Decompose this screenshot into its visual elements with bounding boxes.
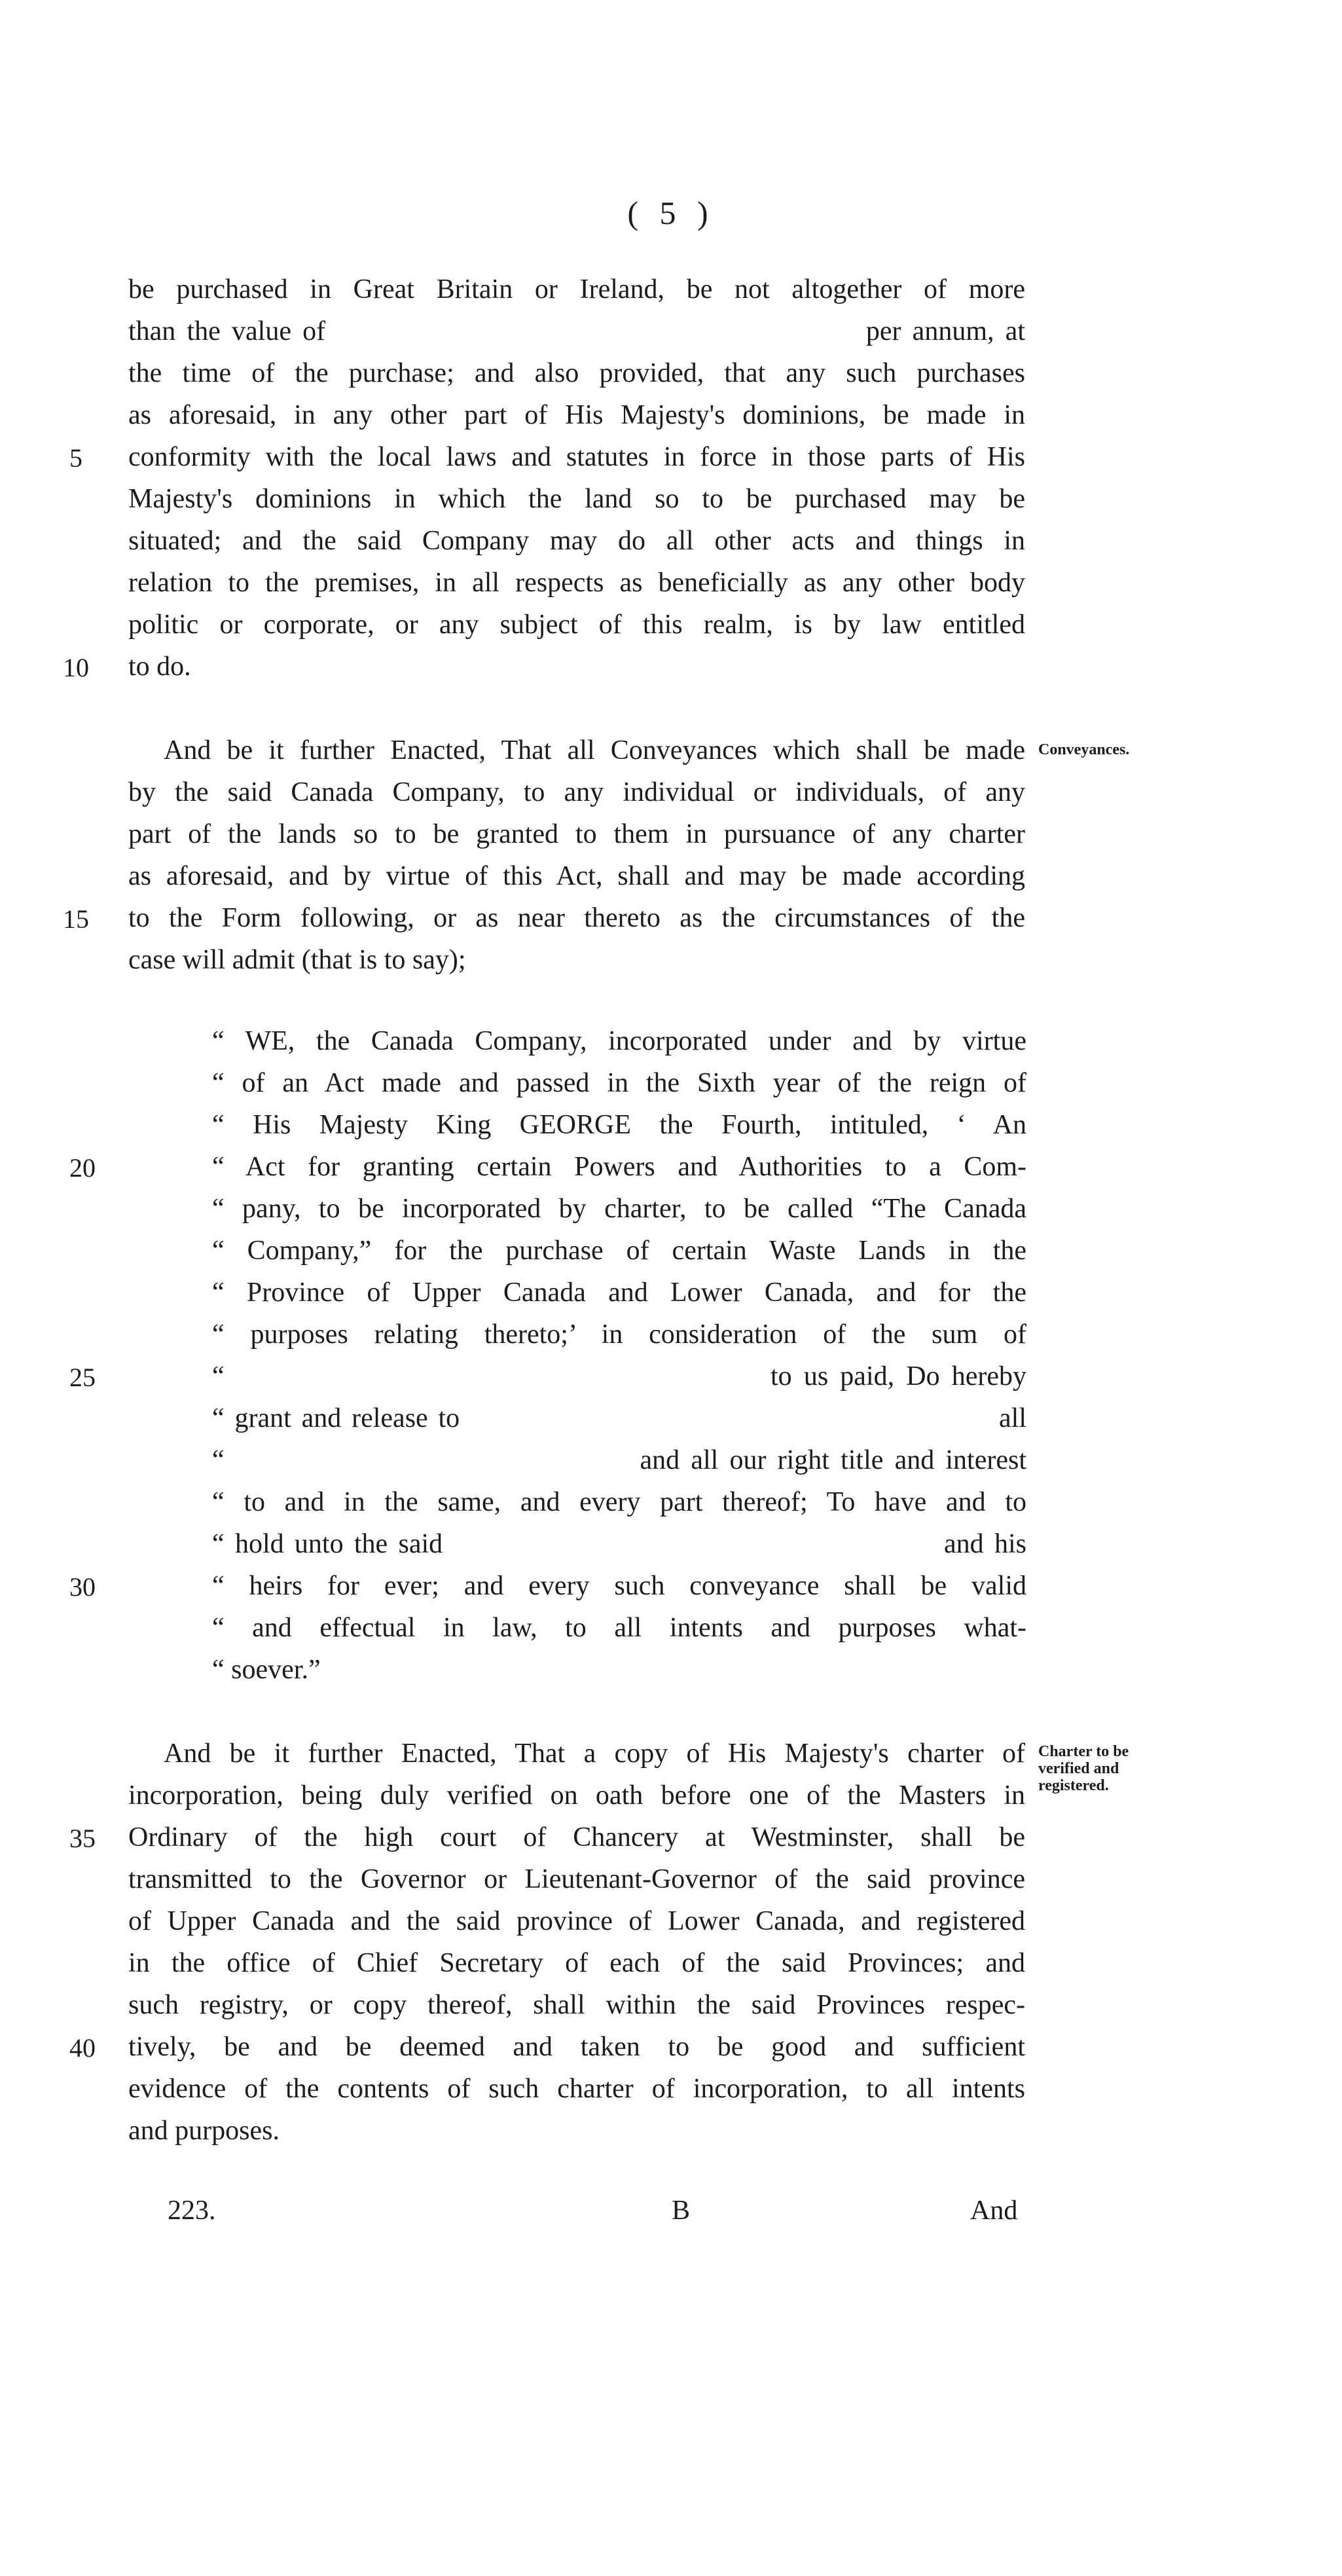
margin-note-charter: Charter to be verified and registered. <box>1038 1743 1129 1794</box>
quote-line: “ grant and release to all <box>212 1403 1026 1433</box>
text-line: situated; and the said Company may do all other acts and things in <box>128 526 1025 556</box>
quote-line: “ soever.” <box>212 1655 321 1685</box>
quote-line: “ and all our right title and interest <box>212 1445 1026 1475</box>
line-number: 15 <box>63 904 89 934</box>
line-number: 10 <box>63 653 89 682</box>
signature-letter: B <box>672 2196 691 2226</box>
text-line: And be it further Enacted, That all Conveyances which shall be made <box>164 735 1025 765</box>
signature-number: 223. <box>168 2196 216 2226</box>
text-line: And be it further Enacted, That a copy of His Majesty's charter of <box>164 1739 1025 1769</box>
quote-line: “ to us paid, Do hereby <box>212 1361 1026 1391</box>
quote-line: “ hold unto the said and his <box>212 1529 1026 1559</box>
text-line: transmitted to the Governor or Lieutenant-Governor of the said province <box>128 1864 1025 1894</box>
quote-line: “ and effectual in law, to all intents and purposes what- <box>212 1613 1026 1643</box>
quote-line: “ heirs for ever; and every such conveyance shall be valid <box>212 1571 1026 1601</box>
line-number: 40 <box>69 2033 96 2063</box>
margin-note-conveyances: Conveyances. <box>1038 741 1130 758</box>
catchword: And <box>970 2196 1018 2226</box>
text-line: the time of the purchase; and also provided, that any such purchases <box>128 358 1025 388</box>
line-number: 30 <box>69 1572 96 1602</box>
text-line: as aforesaid, in any other part of His Majesty's dominions, be made in <box>128 400 1025 430</box>
text-line: incorporation, being duly verified on oath before one of the Masters in <box>128 1780 1025 1811</box>
quote-line: “ Province of Upper Canada and Lower Canada, and for the <box>212 1278 1026 1308</box>
text-line: than the value of per annum, at <box>128 316 1025 346</box>
quote-line: “ WE, the Canada Company, incorporated under and by virtue <box>212 1026 1026 1056</box>
text-line: by the said Canada Company, to any individual or individuals, of any <box>128 777 1025 807</box>
quote-line: “ to and in the same, and every part thereof; To have and to <box>212 1487 1026 1517</box>
quote-line: “ Company,” for the purchase of certain Waste Lands in the <box>212 1236 1026 1266</box>
text-line: relation to the premises, in all respects as beneficially as any other body <box>128 568 1025 598</box>
text-line: and purposes. <box>128 2116 280 2146</box>
quote-line: “ His Majesty King GEORGE the Fourth, intituled, ‘ An <box>212 1110 1026 1140</box>
quote-line: “ purposes relating thereto;’ in consideration of the sum of <box>212 1319 1026 1350</box>
text-line: evidence of the contents of such charter of incorporation, to all intents <box>128 2074 1025 2104</box>
text-line: part of the lands so to be granted to them in pursuance of any charter <box>128 819 1025 849</box>
text-line: as aforesaid, and by virtue of this Act, shall and may be made according <box>128 861 1025 891</box>
quote-line: “ Act for granting certain Powers and Authorities to a Com- <box>212 1152 1026 1182</box>
text-line: to the Form following, or as near thereto as the circumstances of the <box>128 903 1025 933</box>
text-line: politic or corporate, or any subject of this realm, is by law entitled <box>128 610 1025 640</box>
text-line: tively, be and be deemed and taken to be good and sufficient <box>128 2032 1025 2062</box>
text-line: of Upper Canada and the said province of Lower Canada, and registered <box>128 1906 1025 1936</box>
text-line: conformity with the local laws and statutes in force in those parts of His <box>128 442 1025 472</box>
quote-line: “ of an Act made and passed in the Sixth year of the reign of <box>212 1068 1026 1098</box>
text-line: in the office of Chief Secretary of each of the said Provinces; and <box>128 1948 1025 1978</box>
page-number: ( 5 ) <box>627 194 715 231</box>
line-number: 35 <box>69 1824 96 1853</box>
text-line: Ordinary of the high court of Chancery at Westminster, shall be <box>128 1822 1025 1852</box>
text-line: such registry, or copy thereof, shall within the said Provinces respec- <box>128 1990 1025 2020</box>
text-line: to do. <box>128 652 191 682</box>
text-line: be purchased in Great Britain or Ireland, be not altogether of more <box>128 274 1025 304</box>
line-number: 20 <box>69 1153 96 1183</box>
quote-line: “ pany, to be incorporated by charter, to be called “The Canada <box>212 1194 1026 1224</box>
text-line: case will admit (that is to say); <box>128 945 466 975</box>
line-number: 25 <box>69 1363 96 1392</box>
text-line: Majesty's dominions in which the land so to be purchased may be <box>128 484 1025 514</box>
line-number: 5 <box>69 443 82 473</box>
